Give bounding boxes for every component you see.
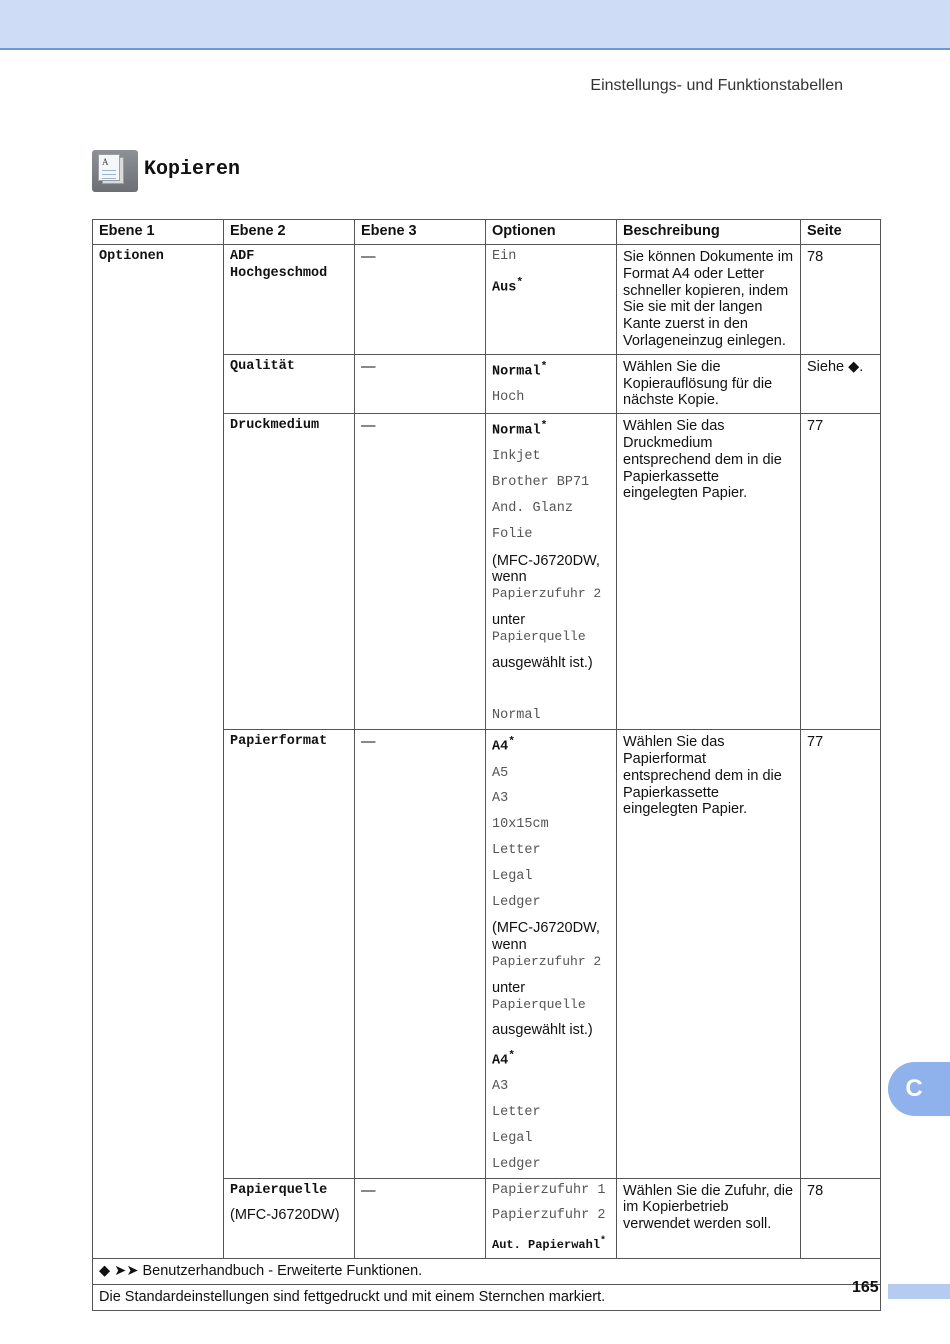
option-value: A3 xyxy=(492,1079,509,1095)
level3-cell: — xyxy=(355,414,486,730)
column-header: Ebene 3 xyxy=(355,220,486,245)
page-number-band xyxy=(888,1284,950,1299)
column-header: Beschreibung xyxy=(617,220,801,245)
default-marker: * xyxy=(508,1050,515,1063)
level1-cell: Optionen xyxy=(93,245,224,1259)
note-code: Papierquelle xyxy=(492,628,586,644)
option-value: 10x15cm xyxy=(492,817,549,833)
option-value: Brother BP71 xyxy=(492,475,590,491)
note-code: Papierquelle xyxy=(492,996,586,1012)
level3-cell: — xyxy=(355,245,486,355)
option-value: Legal xyxy=(492,1130,533,1146)
level2-label: ADF Hochgeschmod xyxy=(230,249,328,281)
option-value: Legal xyxy=(492,868,533,884)
chapter-tab[interactable]: C xyxy=(888,1062,950,1116)
note-text: ausgewählt ist.) xyxy=(492,654,593,671)
options-cell xyxy=(486,245,617,355)
option-value: Ledger xyxy=(492,1156,541,1172)
options-note xyxy=(492,553,610,672)
option-value: Letter xyxy=(492,842,541,858)
column-header: Ebene 1 xyxy=(93,220,224,245)
page-ref-cell: 78 xyxy=(801,245,881,355)
table-header-row xyxy=(93,220,881,245)
note-text: (MFC-J6720DW, wenn xyxy=(492,920,600,954)
header-band xyxy=(0,0,950,50)
running-head: Einstellungs- und Funktionstabellen xyxy=(590,77,843,94)
level2-note: (MFC-J6720DW) xyxy=(230,1207,340,1224)
option-value: Hoch xyxy=(492,390,525,406)
footnote-row xyxy=(93,1258,881,1284)
column-header: Seite xyxy=(801,220,881,245)
level2-cell xyxy=(224,245,355,355)
option-value: A4* xyxy=(492,1050,515,1069)
page-ref-cell: 77 xyxy=(801,730,881,1178)
option-value: And. Glanz xyxy=(492,501,574,517)
level2-cell xyxy=(224,1178,355,1258)
options-cell xyxy=(486,414,617,730)
level3-cell: — xyxy=(355,1178,486,1258)
option-value: Ein xyxy=(492,249,517,264)
copy-document-icon: A xyxy=(92,150,138,192)
column-header: Ebene 2 xyxy=(224,220,355,245)
spacer xyxy=(492,680,610,708)
level2-cell xyxy=(224,354,355,413)
description-cell: Wählen Sie die Zufuhr, die im Kopierbetrieb verwendet werden soll. xyxy=(617,1178,801,1258)
option-value: Letter xyxy=(492,1105,541,1121)
default-marker: * xyxy=(540,360,548,373)
default-marker: * xyxy=(540,420,548,433)
option-value: Normal* xyxy=(492,360,548,380)
option-value: A5 xyxy=(492,765,509,781)
option-value: A4* xyxy=(492,736,515,755)
note-text: unter xyxy=(492,979,526,996)
description-cell: Wählen Sie das Druckmedium entsprechend dem in die Papierkassette eingelegten Papier. xyxy=(617,414,801,730)
page-ref-cell: 77 xyxy=(801,414,881,730)
options-cell xyxy=(486,730,617,1178)
settings-table xyxy=(92,219,881,1311)
option-value: Normal* xyxy=(492,420,548,439)
column-header: Optionen xyxy=(486,220,617,245)
option-value: Aut. Papierwahl* xyxy=(492,1236,607,1253)
note-code: Papierzufuhr 2 xyxy=(492,953,602,969)
note-text: unter xyxy=(492,612,526,629)
option-value: Inkjet xyxy=(492,449,541,465)
description-cell: Wählen Sie das Papierformat entsprechend dem in die Papierkassette eingelegten Papier. xyxy=(617,730,801,1178)
option-value: A3 xyxy=(492,791,509,807)
note-text: ausgewählt ist.) xyxy=(492,1022,593,1039)
level2-label: Papierquelle xyxy=(230,1182,328,1198)
note-text: (MFC-J6720DW, wenn xyxy=(492,552,600,586)
level2-label: Druckmedium xyxy=(230,418,320,434)
option-value: Ledger xyxy=(492,894,541,910)
description-cell: Sie können Dokumente im Format A4 oder Letter schneller kopieren, indem Sie sie mit der langen Kante zuerst in den Vorlageneinzug einlegen. xyxy=(617,245,801,355)
page-ref-cell: 78 xyxy=(801,1178,881,1258)
section-title: Kopieren xyxy=(144,158,241,181)
default-marker: * xyxy=(516,276,524,289)
default-marker: * xyxy=(508,736,515,749)
footnote-row xyxy=(93,1284,881,1310)
level2-cell xyxy=(224,730,355,1178)
level3-cell: — xyxy=(355,354,486,413)
option-value: Papierzufuhr 2 xyxy=(492,1208,606,1224)
description-cell: Wählen Sie die Kopierauflösung für die nächste Kopie. xyxy=(617,354,801,413)
note-code: Papierzufuhr 2 xyxy=(492,586,602,602)
table-row xyxy=(93,245,881,355)
page-number: 165 xyxy=(852,1279,879,1296)
options-cell xyxy=(486,1178,617,1258)
option-value: Normal xyxy=(492,708,541,724)
page-ref-cell: Siehe ◆. xyxy=(801,354,881,413)
option-value: Folie xyxy=(492,526,533,542)
default-marker: * xyxy=(600,1236,607,1248)
level2-label: Papierformat xyxy=(230,734,328,750)
options-cell xyxy=(486,354,617,413)
footnote-reference: ◆ ➤➤ Benutzerhandbuch - Erweiterte Funktionen. xyxy=(93,1258,881,1284)
level3-cell: — xyxy=(355,730,486,1178)
option-value: Papierzufuhr 1 xyxy=(492,1182,606,1198)
options-note xyxy=(492,920,610,1039)
option-value: Aus* xyxy=(492,276,524,296)
level2-cell xyxy=(224,414,355,730)
footnote-defaults: Die Standardeinstellungen sind fettgedruckt und mit einem Sternchen markiert. xyxy=(93,1284,881,1310)
level2-label: Qualität xyxy=(230,358,295,374)
